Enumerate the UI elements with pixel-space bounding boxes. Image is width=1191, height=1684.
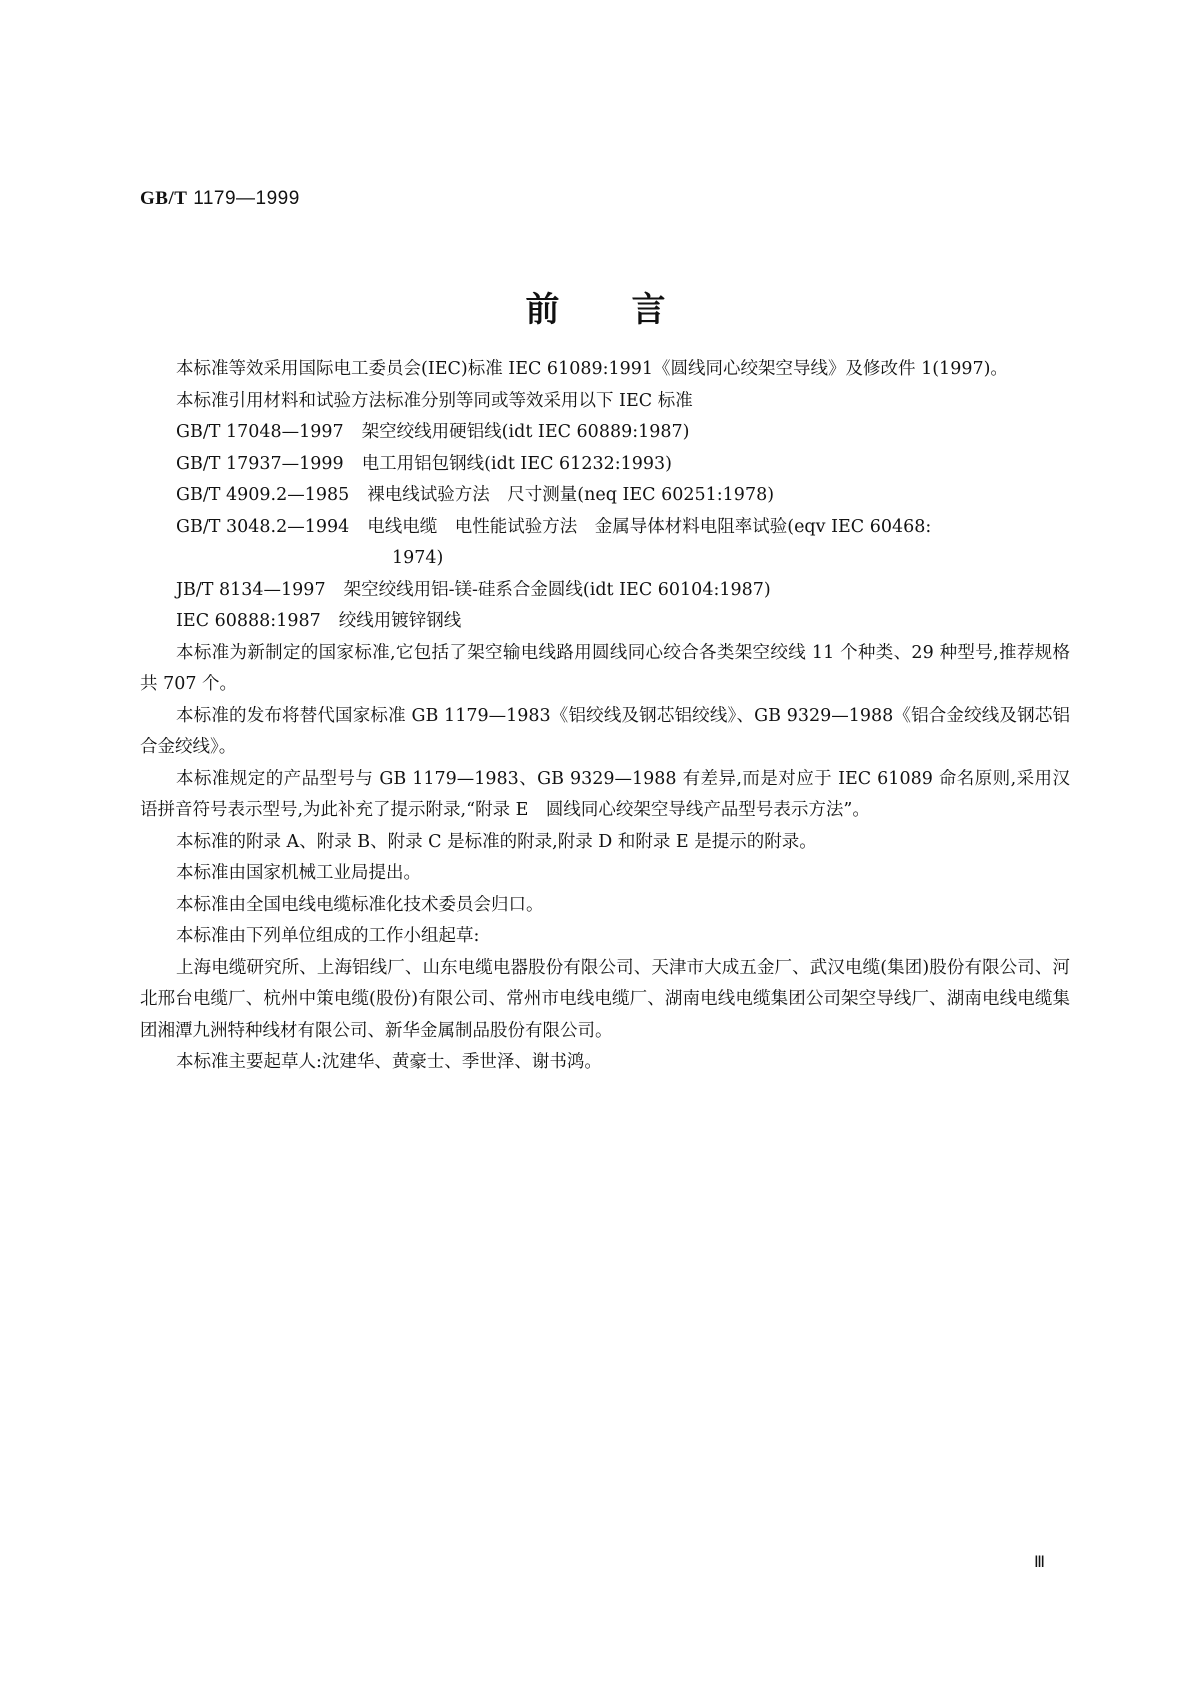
paragraph: 本标准主要起草人:沈建华、黄豪士、季世泽、谢书鸿。 [176,1052,602,1072]
paragraph: 本标准由全国电线电缆标准化技术委员会归口。 [176,894,544,915]
reference-item [140,512,1070,575]
reference-item [140,606,1070,638]
paragraph: 本标准规定的产品型号与 GB 1179—1983、GB 9329—1988 有差异,而是对应于 IEC 61089 命名原则,采用汉语拼音符号表示型号,为此补充了提示附录,“附录 E 圆线同心绞架空导线产品型号表示方法”。 [140,768,1070,820]
page-number: Ⅲ [1034,1554,1046,1571]
page-title: 前言 [525,290,738,330]
reference-title: 电工用铝包钢线(idt IEC 61232:1993) [361,453,672,474]
paragraph: 本标准由下列单位组成的工作小组起草: [176,926,480,946]
paragraph: 本标准引用材料和试验方法标准分别等同或等效采用以下 IEC 标准 [176,390,693,411]
reference-title: 架空绞线用铝-镁-硅系合金圆线(idt IEC 60104:1987) [343,579,771,600]
paragraph: 本标准的附录 A、附录 B、附录 C 是标准的附录,附录 D 和附录 E 是提示的附录。 [176,831,817,852]
reference-code: JB/T 8134—1997 [176,579,326,600]
paragraph: 本标准由国家机械工业局提出。 [176,863,421,883]
doc-prefix: GB/T [140,188,188,209]
paragraph: 上海电缆研究所、上海铝线厂、山东电缆电器股份有限公司、天津市大成五金厂、武汉电缆(集团)股份有限公司、河北邢台电缆厂、杭州中策电缆(股份)有限公司、常州市电线电缆厂、湖南电线电缆集团公司架空导线厂、湖南电线电缆集团湘潭九洲特种线材有限公司、新华金属制品股份有限公司。 [140,957,1070,1041]
reference-code: GB/T 4909.2—1985 [176,485,350,505]
reference-code: GB/T 17048—1997 [176,422,344,442]
reference-item [140,480,1070,512]
reference-title: 电线电缆 电性能试验方法 金属导体材料电阻率试验(eqv IEC 60468: [367,516,932,537]
reference-code: GB/T 17937—1999 [176,453,344,474]
paragraph: 本标准的发布将替代国家标准 GB 1179—1983《铝绞线及钢芯铝绞线》、GB 9329—1988《铝合金绞线及钢芯铝合金绞线》。 [140,705,1070,757]
reference-title: 绞线用镀锌钢线 [338,611,462,631]
foreword-body [140,354,1070,1079]
paragraph: 本标准为新制定的国家标准,它包括了架空输电线路用圆线同心绞合各类架空绞线 11 个种类、29 种型号,推荐规格共 707 个。 [140,642,1070,694]
paragraph: 本标准等效采用国际电工委员会(IEC)标准 IEC 61089:1991《圆线同心绞架空导线》及修改件 1(1997)。 [176,359,1008,379]
reference-code: IEC 60888:1987 [176,611,321,631]
reference-item [140,575,1070,607]
doc-number: 1179—1999 [193,188,300,209]
reference-title: 裸电线试验方法 尺寸测量(neq IEC 60251:1978) [367,485,775,505]
reference-item [140,417,1070,449]
reference-code: GB/T 3048.2—1994 [176,516,350,537]
reference-title-continued: 1974) [392,548,444,568]
reference-item [140,449,1070,481]
reference-title: 架空绞线用硬铝线(idt IEC 60889:1987) [361,422,690,442]
document-code [140,188,300,210]
